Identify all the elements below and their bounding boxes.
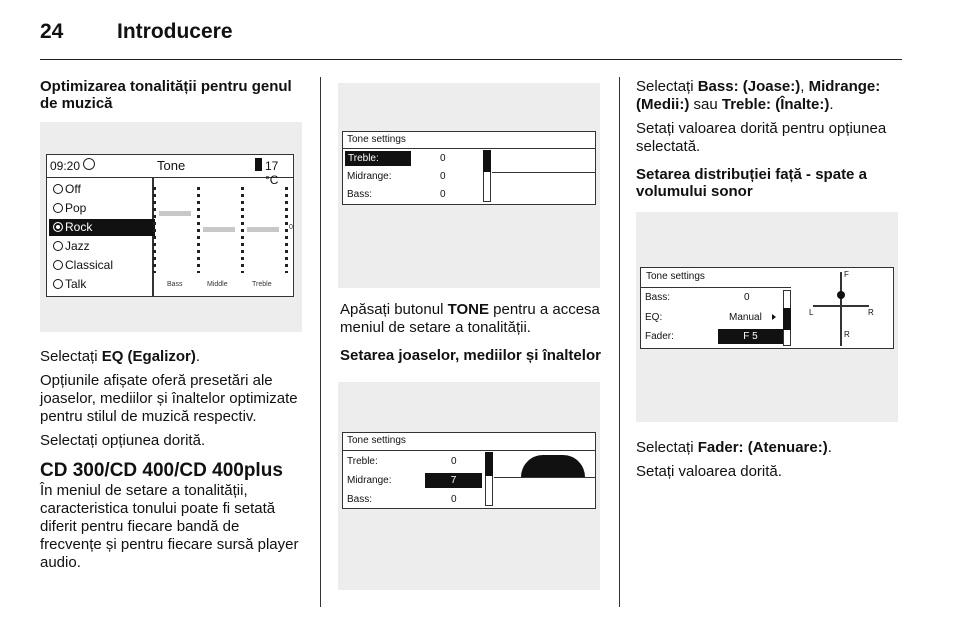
row-treble-value: 0 <box>451 456 457 467</box>
band-label-treble: Treble <box>252 281 272 288</box>
eq-screen-figure <box>40 122 302 332</box>
scrollbar-thumb[interactable] <box>483 150 491 172</box>
row-treble-selected[interactable]: Treble: <box>345 151 411 166</box>
column-3-body-bottom <box>636 439 904 481</box>
header-rule <box>40 59 902 60</box>
tone-settings-figure-3 <box>636 212 898 422</box>
row-eq-value: Manual <box>729 312 762 323</box>
fader-horizontal-axis <box>813 305 869 307</box>
tone-settings-display <box>342 432 596 509</box>
column-1-body <box>40 348 305 572</box>
menu-option-fader: Fader: (Atenuare:) <box>697 439 828 456</box>
row-midrange-value: 0 <box>440 171 446 182</box>
row-midrange-label[interactable]: Midrange: <box>347 475 392 486</box>
menu-option-bass: Bass: (Joase:) <box>697 78 801 95</box>
eq-option-pop[interactable]: Pop <box>49 200 155 217</box>
arrow-right-icon <box>772 314 776 320</box>
row-bass-label[interactable]: Bass: <box>645 292 671 303</box>
band-label-middle: Middle <box>207 281 228 288</box>
paragraph: Selectați Fader: (Atenuare:). <box>636 439 832 456</box>
eq-status-bar <box>47 155 293 187</box>
paragraph: Opțiunile afișate oferă presetări ale joaselor, mediilor și înaltelor optimizate pentru stilul de muzică respectiv. <box>40 372 298 425</box>
paragraph: Selectați opțiunea dorită. <box>40 432 206 449</box>
scrollbar-thumb[interactable] <box>485 452 493 476</box>
compass-front: F <box>844 270 849 279</box>
tone-settings-title: Tone settings <box>646 271 705 282</box>
fader-vertical-axis <box>840 272 842 346</box>
radio-icon <box>53 184 63 194</box>
eq-scale-dots <box>197 187 200 273</box>
radio-icon <box>53 241 63 251</box>
fader-position-marker[interactable] <box>837 291 845 299</box>
menu-option-midrange: Midrange: (Medii:) <box>636 78 881 113</box>
row-midrange-label[interactable]: Midrange: <box>347 171 392 182</box>
check-icon <box>83 158 95 170</box>
section-heading-eq: Optimizarea tonalității pentru genul de muzică <box>40 78 292 112</box>
radio-icon <box>53 279 63 289</box>
row-midrange-value-selected[interactable]: 7 <box>425 473 482 488</box>
paragraph: Selectați Bass: (Joase:), Midrange: (Medii:) sau Treble: (Înalte:). <box>636 78 881 113</box>
eq-option-jazz[interactable]: Jazz <box>49 238 155 255</box>
column-divider-2 <box>619 77 620 607</box>
radio-icon <box>53 260 63 270</box>
paragraph: În meniul de setare a tonalității, caracteristica tonului poate fi setată diferit pentru fiecare bandă de frecvențe și pentru fiecare sursă player audio. <box>40 482 299 571</box>
button-tone: TONE <box>447 301 489 318</box>
screen-title: Tone <box>157 158 186 173</box>
band-label-bass: Bass <box>167 281 183 288</box>
section-heading-bass-mid-treble: Setarea joaselor, mediilor și înaltelor <box>340 347 601 364</box>
fader-settings-display <box>640 267 894 349</box>
tone-settings-display <box>342 131 596 205</box>
tone-settings-figure-2 <box>338 382 600 590</box>
row-fader-value-selected[interactable]: F 5 <box>718 329 783 344</box>
eq-option-off[interactable]: Off <box>49 181 155 198</box>
eq-zero-label: 0 <box>289 224 293 231</box>
radio-selected-icon <box>53 222 63 232</box>
paragraph: Selectați EQ (Egalizor). <box>40 348 201 365</box>
paragraph: Apăsați butonul TONE pentru a accesa meniul de setare a tonalității. <box>340 301 600 336</box>
page-number: 24 <box>40 20 64 43</box>
eq-option-rock[interactable]: Rock <box>49 219 155 236</box>
column-divider-1 <box>320 77 321 607</box>
row-bass-label[interactable]: Bass: <box>347 189 373 200</box>
compass-rear: R <box>844 330 850 339</box>
paragraph: Setați valoarea dorită. <box>636 463 782 480</box>
tone-settings-title: Tone settings <box>347 134 406 145</box>
menu-option-treble: Treble: (Înalte:) <box>721 96 830 113</box>
chapter-title: Introducere <box>117 20 233 43</box>
eq-scale-dots <box>241 187 244 273</box>
eq-scale-dots <box>285 187 288 273</box>
menu-option-eq: EQ (Egalizor) <box>101 348 196 365</box>
temperature-value: 17 °C <box>265 159 279 187</box>
clock-time: 09:20 <box>50 159 81 173</box>
column-3-body <box>636 78 904 200</box>
eq-display <box>46 154 294 297</box>
level-baseline <box>494 477 595 478</box>
eq-option-talk[interactable]: Talk <box>49 276 155 293</box>
midrange-curve <box>521 455 585 477</box>
level-baseline <box>492 172 595 173</box>
divider <box>641 287 791 288</box>
divider <box>343 450 595 451</box>
eq-middle-level <box>203 227 235 232</box>
compass-right: R <box>868 308 874 317</box>
row-bass-value: 0 <box>451 494 457 505</box>
paragraph: Setați valoarea dorită pentru opțiunea selectată. <box>636 120 887 155</box>
eq-bass-level <box>159 211 191 216</box>
section-heading-fader: Setarea distribuției față - spate a volumului sonor <box>636 166 867 200</box>
tone-settings-title: Tone settings <box>347 435 406 446</box>
row-eq-label[interactable]: EQ: <box>645 312 663 323</box>
row-bass-value: 0 <box>440 189 446 200</box>
row-treble-label[interactable]: Treble: <box>347 456 378 467</box>
scrollbar-thumb[interactable] <box>783 308 791 330</box>
row-bass-value: 0 <box>744 292 750 303</box>
eq-treble-level <box>247 227 279 232</box>
compass-left: L <box>809 308 814 317</box>
eq-option-classical[interactable]: Classical <box>49 257 155 274</box>
section-heading-cd: CD 300/CD 400/CD 400plus <box>40 460 283 481</box>
row-treble-value: 0 <box>440 153 446 164</box>
column-2-body <box>340 301 608 364</box>
eq-scale-dots <box>153 187 156 273</box>
row-bass-label[interactable]: Bass: <box>347 494 373 505</box>
column-1 <box>40 78 308 112</box>
tone-settings-figure-1 <box>338 83 600 288</box>
row-fader-label[interactable]: Fader: <box>645 331 674 342</box>
radio-icon <box>53 203 63 213</box>
temperature-icon <box>255 158 262 171</box>
divider <box>343 148 595 149</box>
